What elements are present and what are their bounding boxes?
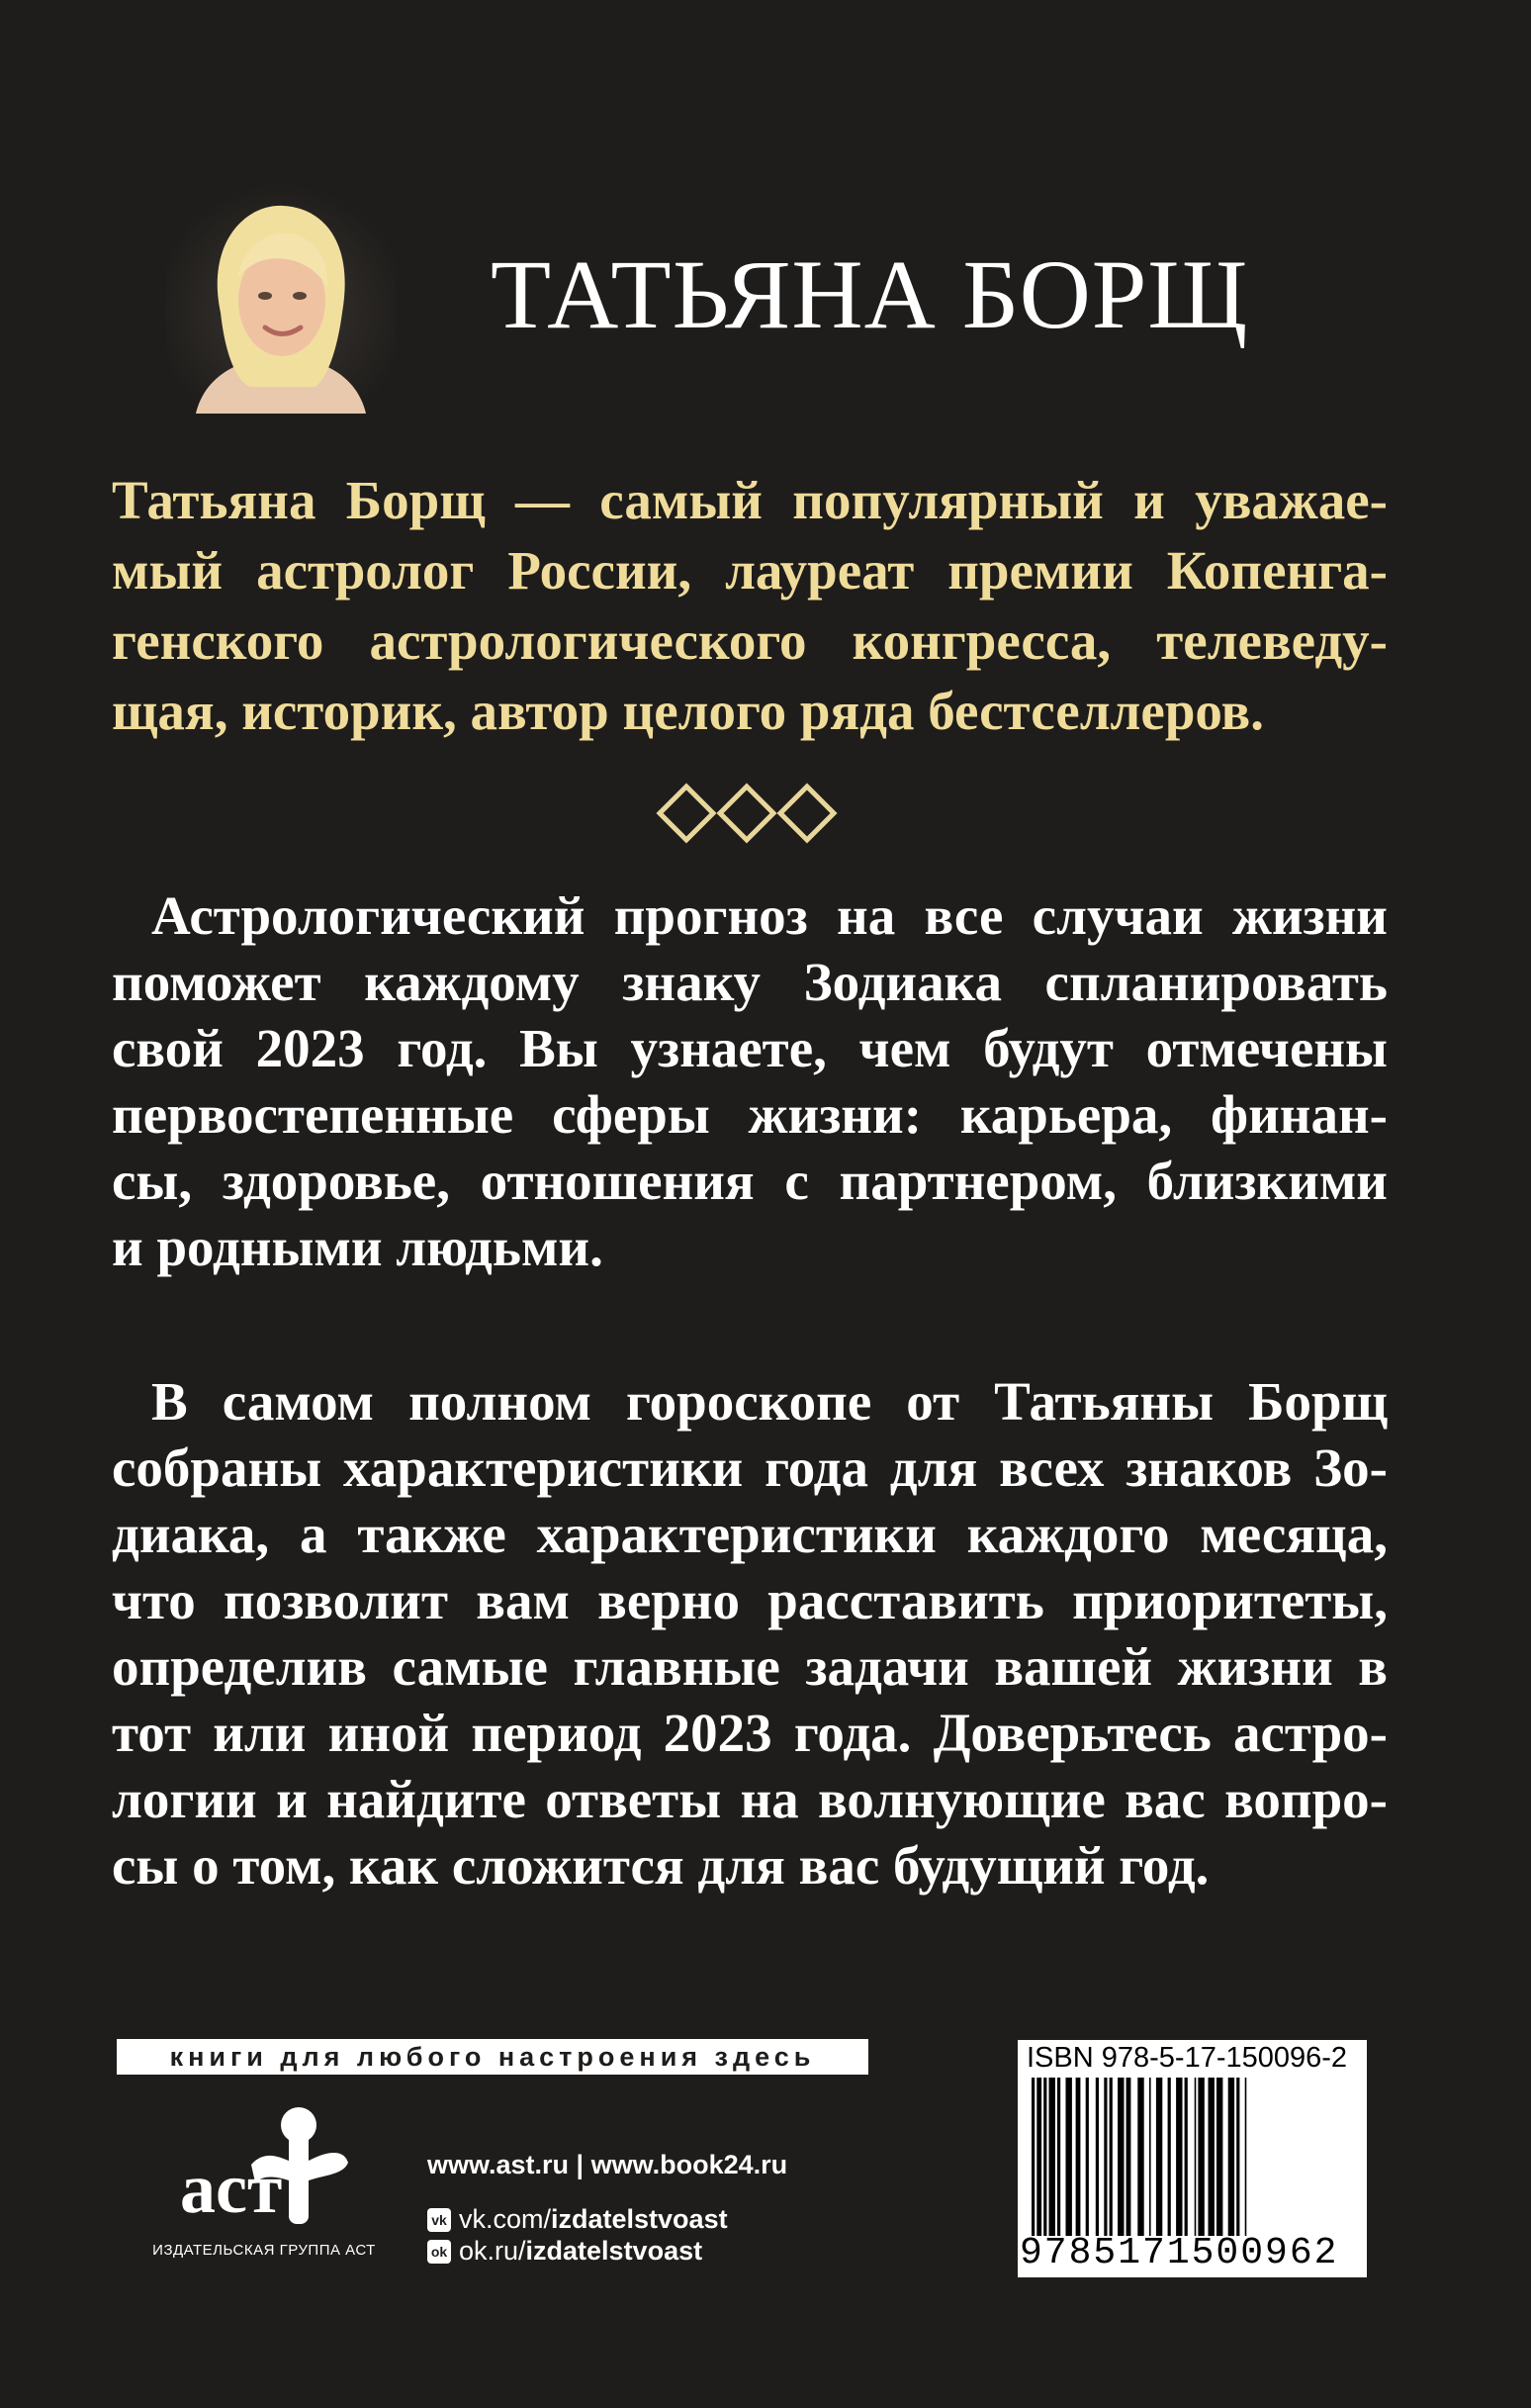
vk-link[interactable] xyxy=(427,2204,728,2235)
paragraph-line: диака, а также характеристики каждого месяца, xyxy=(112,1504,1388,1564)
paragraph-line: первостепенные сферы жизни: карьера, финан- xyxy=(112,1084,1388,1145)
barcode-bar xyxy=(1096,2078,1099,2236)
barcode-bar xyxy=(1137,2078,1143,2236)
description-paragraph-1 xyxy=(112,882,1388,1280)
barcode-bar xyxy=(1036,2078,1041,2236)
paragraph-line: собраны характеристики года для всех знаков Зо- xyxy=(112,1437,1388,1498)
author-bio xyxy=(112,465,1388,746)
bio-line: Татьяна Борщ — самый популярный и уважае- xyxy=(112,470,1388,530)
barcode-bar xyxy=(1066,2078,1072,2236)
paragraph-line: определив самые главные задачи вашей жизни в xyxy=(112,1636,1388,1697)
barcode-bar xyxy=(1032,2078,1035,2236)
vk-handle: izdatelstvoast xyxy=(551,2204,728,2234)
barcode-digits: 9785171500962 xyxy=(1020,2232,1339,2274)
barcode-bar xyxy=(1104,2078,1107,2236)
author-portrait xyxy=(166,184,396,414)
paragraph-line: и родными людьми. xyxy=(112,1217,603,1277)
logo-lettering: аст xyxy=(180,2149,283,2228)
publisher-websites[interactable]: www.ast.ru | www.book24.ru xyxy=(427,2150,788,2179)
paragraph-line: Астрологический прогноз на все случаи жизни xyxy=(151,885,1388,946)
barcode-bar xyxy=(1195,2078,1197,2236)
barcode-bar xyxy=(1228,2078,1234,2236)
ok-prefix: ok.ru/ xyxy=(459,2236,526,2266)
barcode-bar xyxy=(1043,2078,1046,2236)
ok-icon: ok xyxy=(427,2240,451,2264)
barcode-bar xyxy=(1076,2078,1081,2236)
barcode-bar xyxy=(1086,2078,1089,2236)
barcode-bar xyxy=(1236,2078,1239,2236)
paragraph-line: поможет каждому знаку Зодиака спланировать xyxy=(112,952,1388,1012)
description-paragraph-2 xyxy=(112,1368,1388,1899)
vk-prefix: vk.com/ xyxy=(459,2204,552,2234)
barcode-bar xyxy=(1245,2078,1247,2236)
ok-link[interactable] xyxy=(427,2236,702,2267)
ok-handle: izdatelstvoast xyxy=(525,2236,703,2266)
barcode-bar xyxy=(1049,2078,1055,2236)
isbn-label: ISBN 978-5-17-150096-2 xyxy=(1027,2042,1348,2074)
barcode-bar xyxy=(1126,2078,1131,2236)
barcode-icon xyxy=(1028,2078,1358,2236)
paragraph-line: свой 2023 год. Вы узнаете, чем будут отмечены xyxy=(112,1018,1388,1078)
barcode-bar xyxy=(1198,2078,1204,2236)
publisher-name: ИЗДАТЕЛЬСКАЯ ГРУППА АСТ xyxy=(152,2242,376,2259)
barcode-bar xyxy=(1156,2078,1162,2236)
paragraph-line: В самом полном гороскопе от Татьяны Борщ xyxy=(151,1371,1388,1432)
paragraph-line: логии и найдите ответы на волнующие вас вопро- xyxy=(112,1769,1388,1829)
bio-line: генского астрологического конгресса, телеведу- xyxy=(112,610,1388,671)
author-name: ТАТЬЯНА БОРЩ xyxy=(491,239,1249,349)
bio-line: мый астролог России, лауреат премии Копенга- xyxy=(112,540,1388,601)
barcode-bar xyxy=(1118,2078,1124,2236)
barcode-bar xyxy=(1209,2078,1215,2236)
publisher-tagline: книги для любого настроения здесь xyxy=(117,2039,868,2075)
barcode-bar xyxy=(1185,2078,1188,2236)
paragraph-line: сы, здоровье, отношения с партнером, близкими xyxy=(112,1151,1388,1211)
paragraph-line: что позволит вам верно расставить приоритеты, xyxy=(112,1570,1388,1630)
paragraph-line: тот или иной период 2023 года. Доверьтесь астро- xyxy=(112,1703,1388,1763)
vk-icon: vk xyxy=(427,2208,451,2232)
barcode-bar xyxy=(1110,2078,1113,2236)
barcode-bar xyxy=(1216,2078,1222,2236)
barcode-bar xyxy=(1176,2078,1182,2236)
barcode-bar xyxy=(1057,2078,1060,2236)
bio-line: щая, историк, автор целого ряда бестселлеров. xyxy=(112,681,1264,741)
barcode-bar xyxy=(1168,2078,1171,2236)
barcode-bar xyxy=(1149,2078,1151,2236)
diamond-ornament-icon xyxy=(656,783,839,844)
paragraph-line: сы о том, как сложится для вас будущий год. xyxy=(112,1835,1210,1896)
